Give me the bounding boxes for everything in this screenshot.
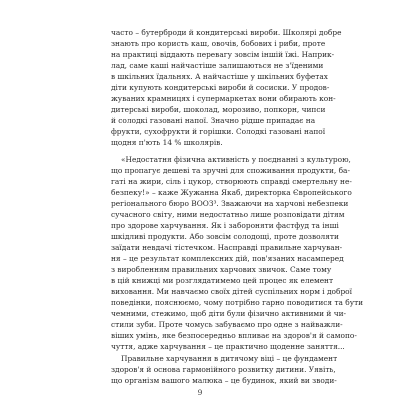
text-line: часто – бутерброди й кондитерські вироби. Школярі добре [111,28,342,37]
text-line: здоров'я й основа гармонійного розвитку дитини. Уявіть, [111,365,336,374]
text-line: гаті на жири, сіль і цукор, створюють справді смертельну не- [111,177,352,186]
text-line: що пропагує дешеві та зручні для споживання продукти, ба- [111,166,350,175]
text-line: безпеку!» – каже Жужанна Якаб, директорка Європейського [111,188,352,197]
text-line: сучасного світу, ними недостатньо лише розповідати дітям [111,210,345,219]
text-line: «Недостатня фізична активність у поєднанні з культурою, [121,155,351,164]
text-line: на практиці віддають перевагу зовсім іншій їжі. Наприк- [111,50,335,59]
text-line: в цій книжці ми розглядатимемо цей процес як елемент [111,276,334,285]
text-line: шкідливі продукти. Або зовсім солодощі, проте дозволяти [111,232,339,241]
text-line: чемними, стежимо, щоб діти були фізично активними й чи- [111,309,346,318]
text-line: знають про користь каш, овочів, бобових і риби, проте [111,39,326,48]
text-line: Правильне харчування в дитячому віці – це фундамент [121,354,338,363]
text-line: ня – це результат комплексних дій, пов'язаних насамперед [111,254,344,263]
text-line: дитерські вироби, шоколад, морозиво, попкорн, чипси [111,105,326,114]
text-line: з виробленням правильних харчових звичок. Саме тому [111,265,332,274]
text-line: щодня п'ють 14 % школярів. [111,138,223,147]
text-line: лад, саме каші найчастіше залишаються не з'їденими [111,61,324,70]
text-line: що організм вашого малюка – це будинок, який ви зводи- [111,376,337,385]
text-line: в шкільних їдальнях. А найчастіше у шкільних буфетах [111,72,328,81]
text-line: поведінки, пояснюємо, чому потрібно гарно поводитися та бути [111,298,364,307]
text-line: про здорове харчування. Як і забороняти фастфуд та інші [111,221,339,230]
text-line: стили зуби. Проте чомусь забуваємо про одне з найважли- [111,320,343,329]
text-line: фрукти, сухофрукти й горішки. Солодкі газовані напої [111,127,326,136]
page-number: 9 [197,388,203,397]
text-line: заїдати невдачі тістечком. Насправді правильне харчуван- [111,243,343,252]
text-line: чуття, адже харчування – це практично щоденне заняття... [111,342,345,351]
text-line: регіонального бюро ВООЗ³. Зважаючи на харчові небезпеки [111,199,349,208]
text-line: жуваних крамницях і супермаркетах вони обирають кон- [111,94,336,103]
text-line: діти купують кондитерські вироби й сосиски. У продов- [111,83,330,92]
text-line: виховання. Ми навчаємо своїх дітей суспільних норм і доброї [111,287,352,296]
text-line: віших умінь, яке безпосередньо впливає на здоров'я й самопо- [111,331,357,340]
text-line: й солодкі газовані напої. Значно рідше припадає на [111,116,316,125]
